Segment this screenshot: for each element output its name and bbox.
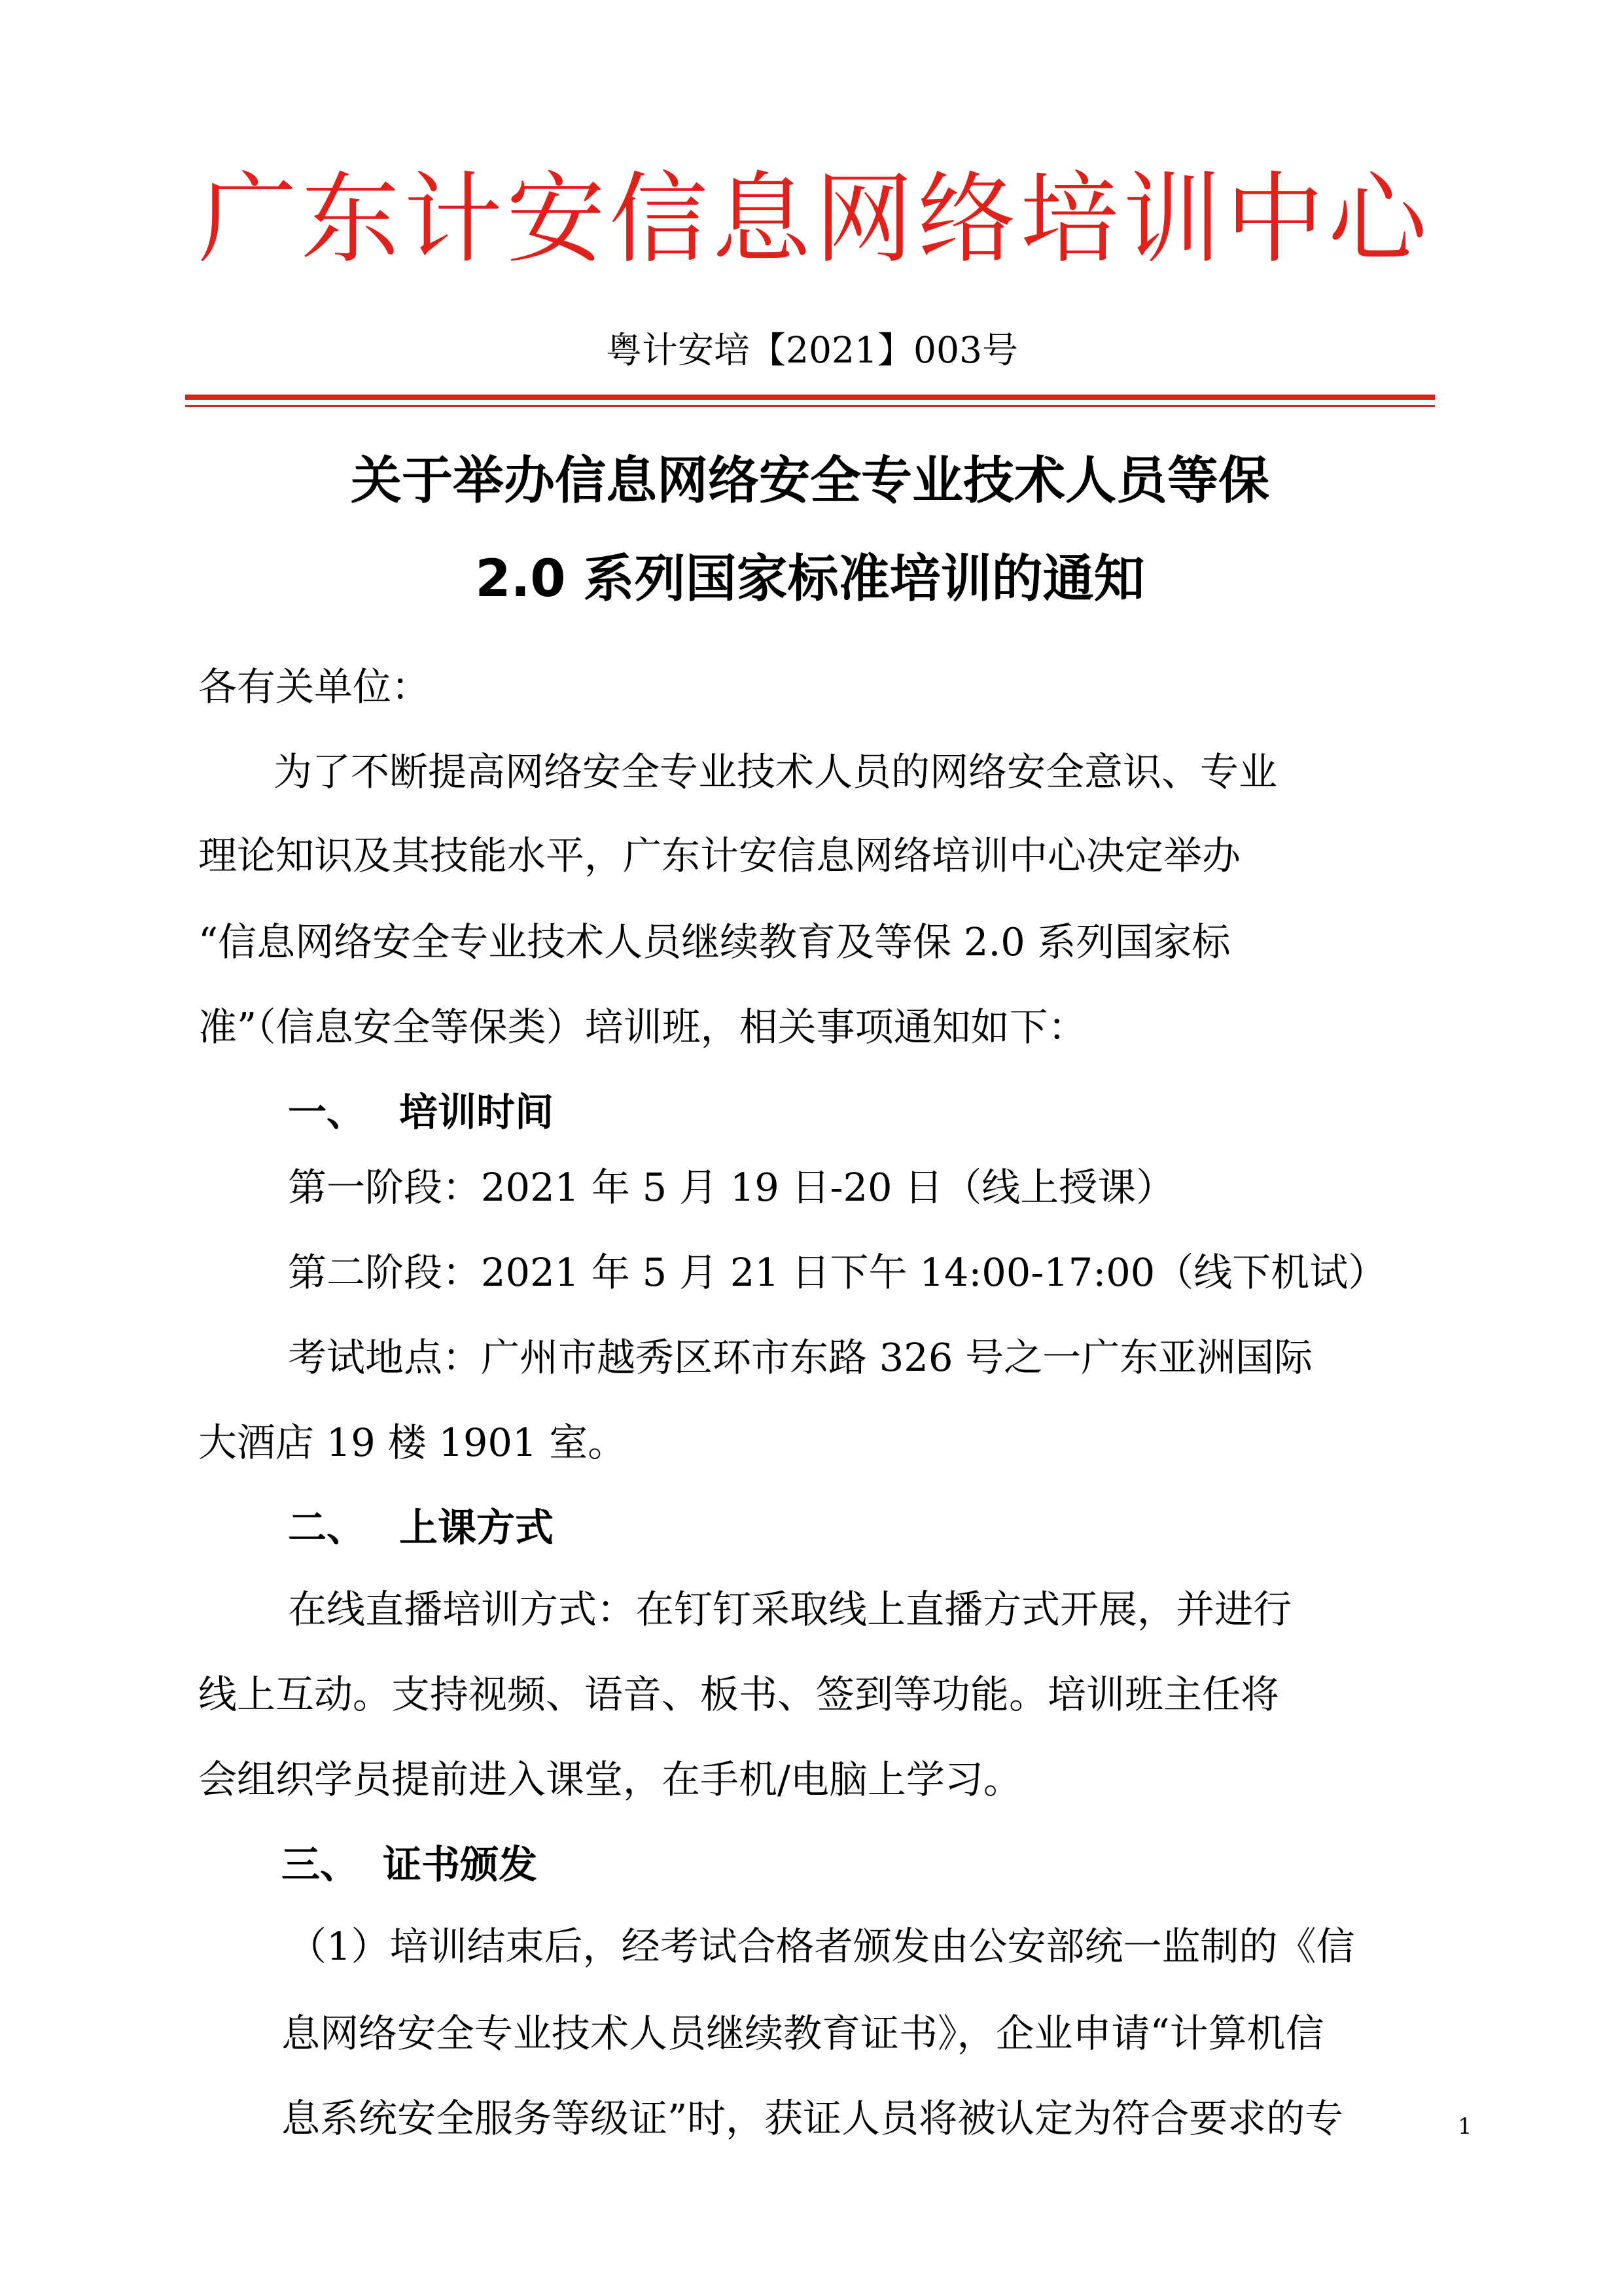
intro-line: 准”（信息安全等保类）培训班，相关事项通知如下： [198,1004,1087,1050]
intro-line: “信息网络安全专业技术人员继续教育及等保 2.0 系列国家标 [198,919,1231,964]
section-title: 证书颁发 [383,1842,538,1887]
section-heading-2 [288,1495,554,1561]
document-title-line-2: 2.0 系列国家标准培训的通知 [475,550,1145,609]
section-1-line: 第二阶段：2021 年 5 月 21 日下午 14:00-17:00（线下机试） [288,1250,1387,1295]
section-2-line: 在线直播培训方式：在钉钉采取线上直播方式开展，并进行 [288,1587,1292,1632]
section-1-line: 大酒店 19 楼 1901 室。 [198,1420,627,1465]
section-1-line: 考试地点：广州市越秀区环市东路 326 号之一广东亚洲国际 [288,1335,1313,1380]
header-rule-thick [185,395,1435,400]
salutation: 各有关单位： [198,664,431,709]
page-number: 1 [1458,2113,1472,2140]
org-name-header: 广东计安信息网络培训中心 [198,162,1431,277]
section-2-line: 线上互动。支持视频、语音、板书、签到等功能。培训班主任将 [198,1672,1280,1717]
section-number: 一、 [288,1089,366,1135]
section-title: 培训时间 [399,1089,554,1135]
header-rule-thin [185,405,1435,407]
section-number: 二、 [288,1505,366,1550]
section-heading-3 [281,1832,537,1898]
section-number: 三、 [281,1842,359,1887]
section-3-line: （1）培训结束后，经考试合格者颁发由公安部统一监制的《信 [288,1924,1355,1969]
document-number: 粤计安培【2021】003号 [606,329,1018,371]
section-heading-1 [288,1080,554,1145]
intro-line: 理论知识及其技能水平，广东计安信息网络培训中心决定举办 [198,833,1241,878]
section-3-line: 息网络安全专业技术人员继续教育证书》，企业申请“计算机信 [281,2011,1324,2056]
section-1-line: 第一阶段：2021 年 5 月 19 日-20 日（线上授课） [288,1165,1175,1210]
section-3-line: 息系统安全服务等级证”时，获证人员将被认定为符合要求的专 [281,2096,1344,2141]
document-title-line-1: 关于举办信息网络安全专业技术人员等保 [350,451,1269,510]
section-2-line: 会组织学员提前进入课堂，在手机/电脑上学习。 [198,1757,1022,1802]
intro-line: 为了不断提高网络安全专业技术人员的网络安全意识、专业 [274,749,1278,794]
section-title: 上课方式 [399,1505,554,1550]
